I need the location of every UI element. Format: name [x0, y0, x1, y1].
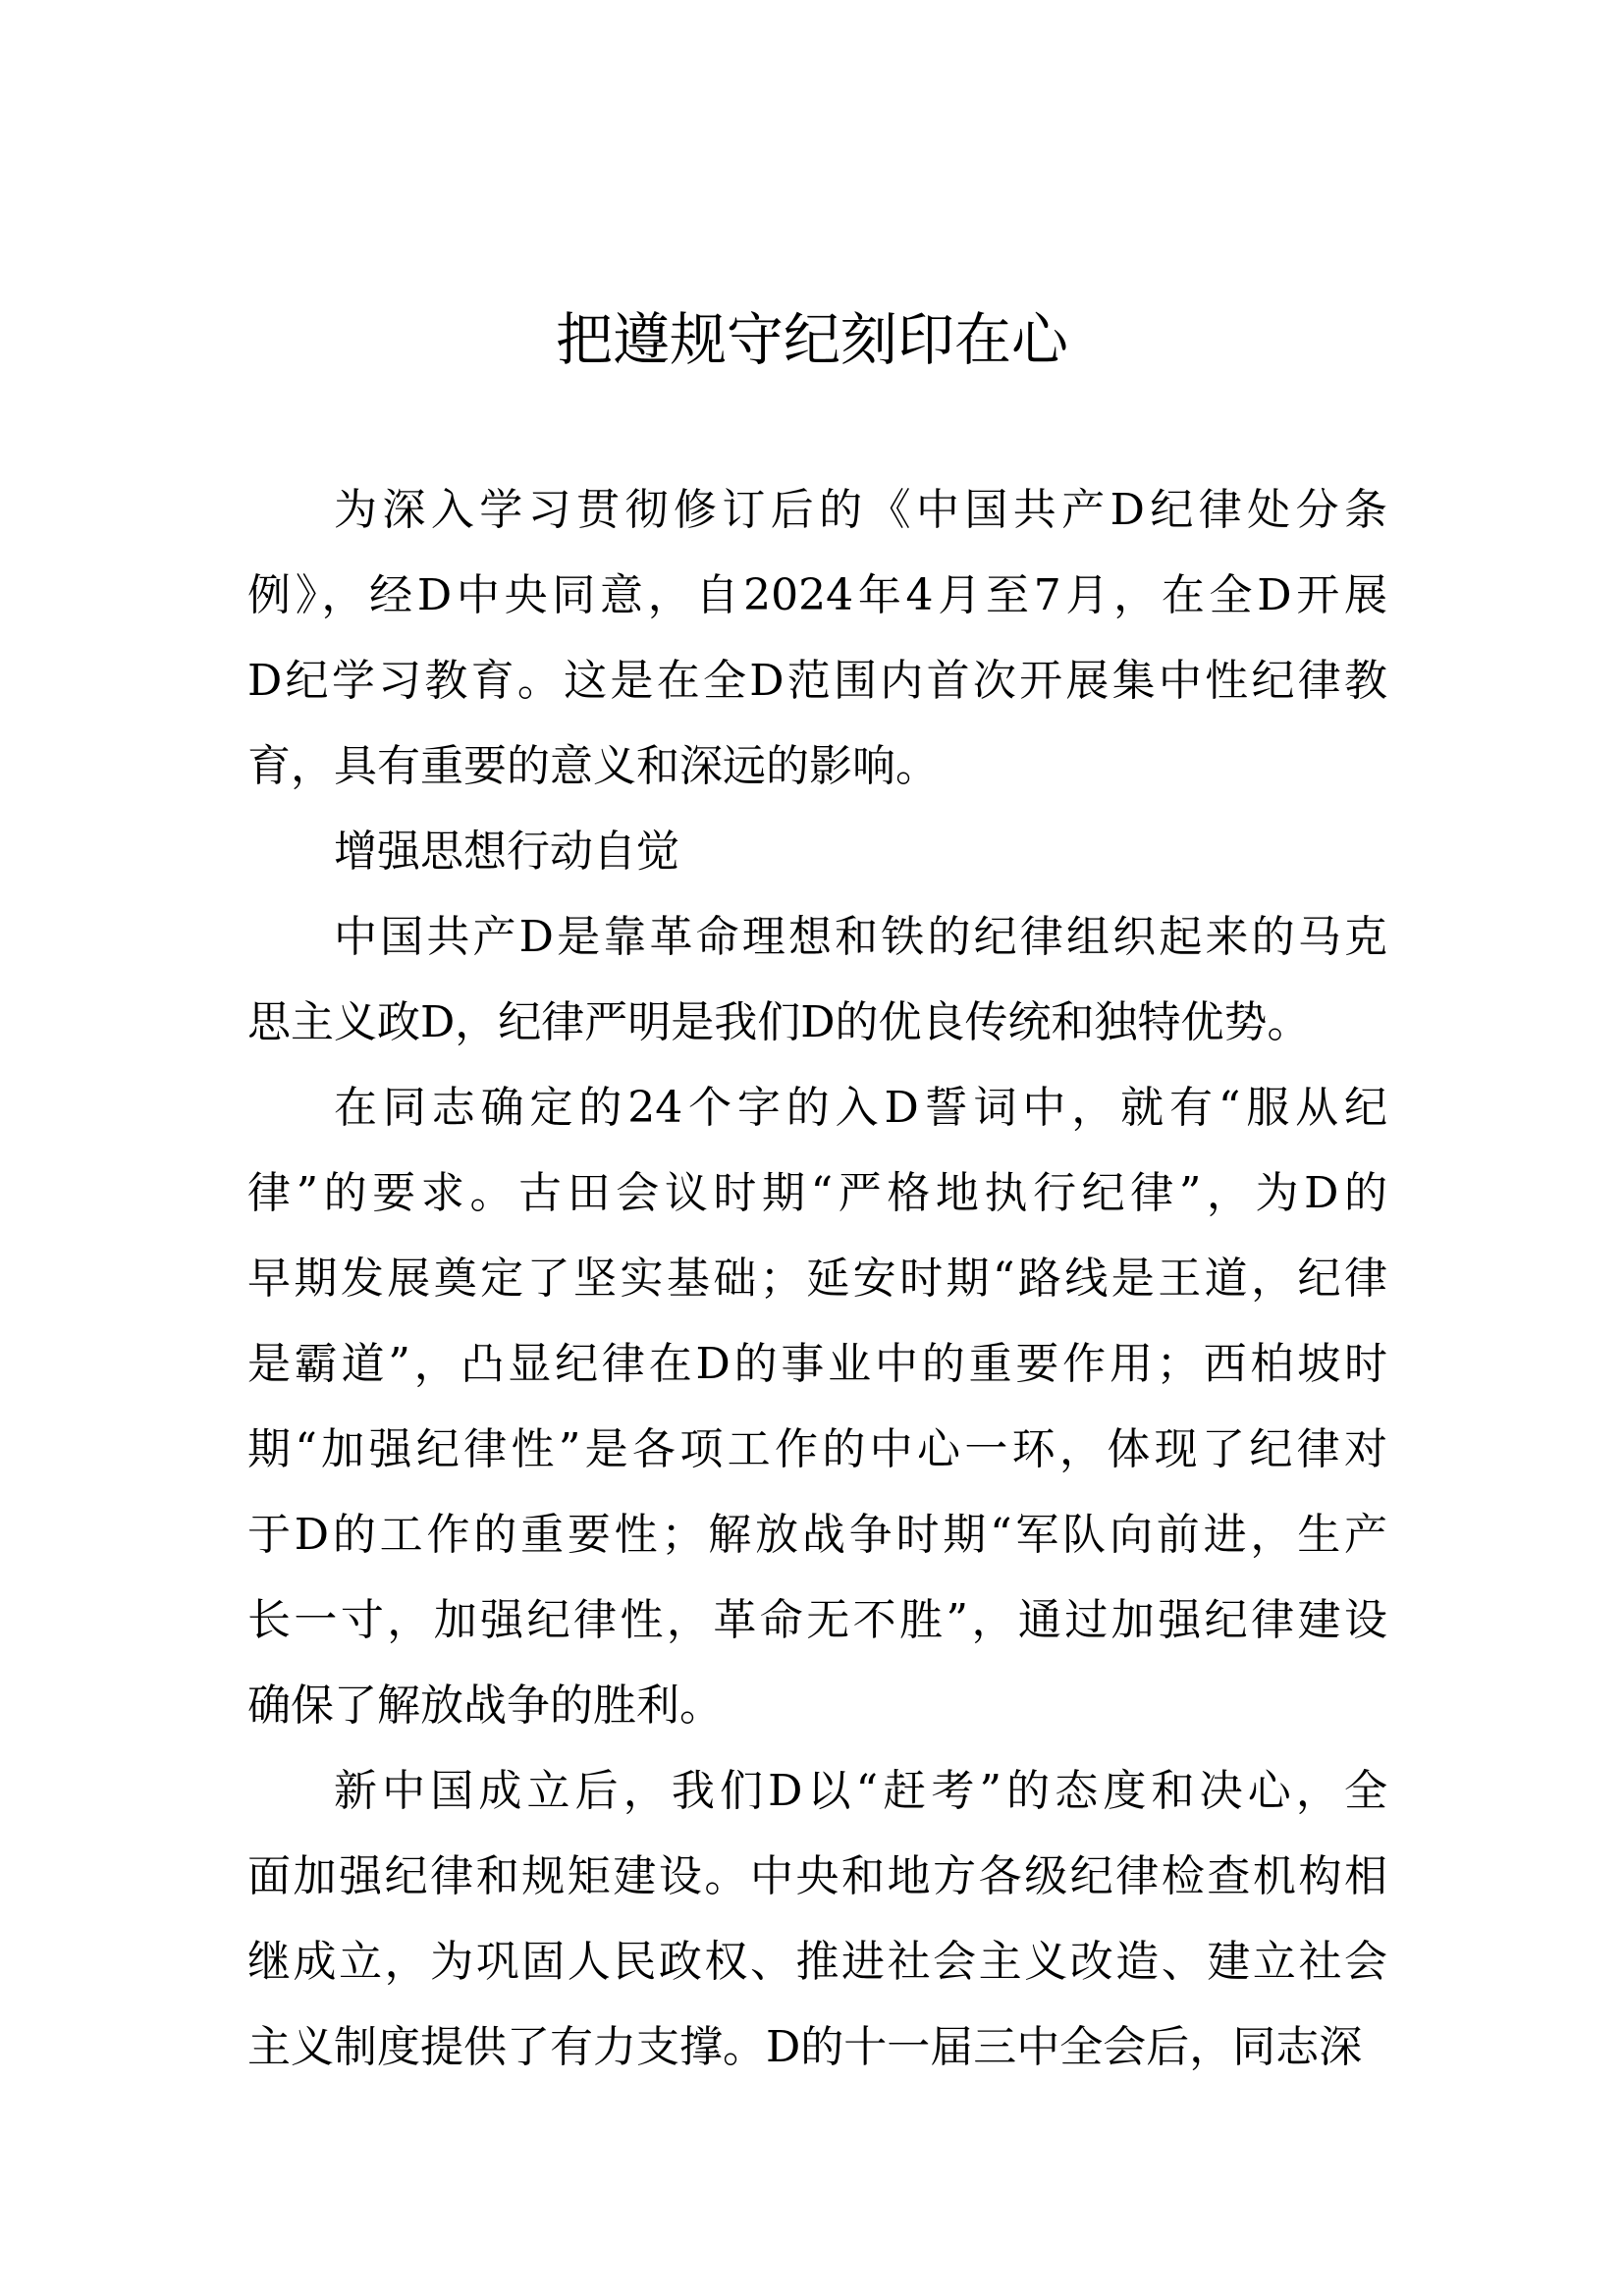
text-line: 新中国成立后，我们D以“赶考”的态度和决心，全: [334, 1766, 1387, 1816]
text-line: 继成立，为巩固人民政权、推进社会主义改造、建立社会: [247, 1937, 1387, 1987]
text-line: D纪学习教育。这是在全D范围内首次开展集中性纪律教: [247, 656, 1387, 706]
text-line: 例》，经D中央同意，自2024年4月至7月，在全D开展: [247, 570, 1387, 620]
paragraph: [247, 894, 1387, 1065]
text-line: 律”的要求。古田会议时期“严格地执行纪律”，为D的: [247, 1168, 1387, 1218]
paragraph: [247, 1065, 1387, 1748]
text-line: 中国共产D是靠革命理想和铁的纪律组织起来的马克: [334, 912, 1387, 962]
text-line: 为深入学习贯彻修订后的《中国共产D纪律处分条: [334, 485, 1387, 535]
text-line: 育，具有重要的意义和深远的影响。: [247, 741, 939, 791]
text-line: 是霸道”，凸显纪律在D的事业中的重要作用；西柏坡时: [247, 1339, 1387, 1389]
text-line: 增强思想行动自觉: [334, 827, 679, 877]
paragraph: [247, 467, 1387, 809]
text-line: 于D的工作的重要性；解放战争时期“军队向前进，生产: [247, 1510, 1387, 1560]
document-title: 把遵规守纪刻印在心: [555, 306, 1068, 373]
text-line: 思主义政D，纪律严明是我们D的优良传统和独特优势。: [247, 997, 1311, 1047]
text-line: 确保了解放战争的胜利。: [247, 1681, 723, 1731]
text-line: 在同志确定的24个字的入D誓词中，就有“服从纪: [334, 1083, 1387, 1133]
paragraph: [247, 809, 1387, 894]
paragraph: [247, 1748, 1387, 2090]
text-line: 面加强纪律和规矩建设。中央和地方各级纪律检查机构相: [247, 1851, 1387, 1901]
text-line: 主义制度提供了有力支撑。D的十一届三中全会后，同志深: [247, 2022, 1363, 2072]
text-line: 早期发展奠定了坚实基础；延安时期“路线是王道，纪律: [247, 1254, 1387, 1304]
text-line: 期“加强纪律性”是各项工作的中心一环，体现了纪律对: [247, 1424, 1387, 1474]
document-body: [247, 467, 1387, 2090]
text-line: 长一寸，加强纪律性，革命无不胜”，通过加强纪律建设: [247, 1595, 1387, 1645]
